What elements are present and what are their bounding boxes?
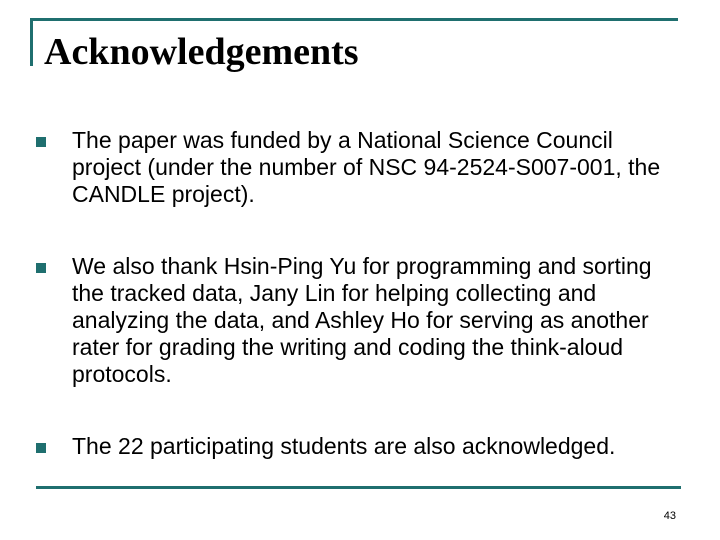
- title-frame-top-rule: [30, 18, 678, 21]
- bullet-text-funding: The paper was funded by a National Science Council project (under the number of NSC 94-2524-S007-001, the CANDLE project).: [72, 127, 661, 207]
- slide-title: Acknowledgements: [44, 31, 359, 73]
- bullet-text-thanks: We also thank Hsin-Ping Yu for programming and sorting the tracked data, Jany Lin for helping collecting and analyzing the data, and Ashley Ho for serving as another rater for grading the writing and coding the think-aloud protocols.: [72, 253, 652, 387]
- footer-rule: [36, 486, 681, 489]
- square-bullet-icon: [36, 443, 46, 453]
- title-frame-left-rule: [30, 18, 33, 66]
- square-bullet-icon: [36, 263, 46, 273]
- page-number: 43: [663, 510, 676, 522]
- square-bullet-icon: [36, 137, 46, 147]
- bullet-text-students: The 22 participating students are also acknowledged.: [72, 433, 616, 459]
